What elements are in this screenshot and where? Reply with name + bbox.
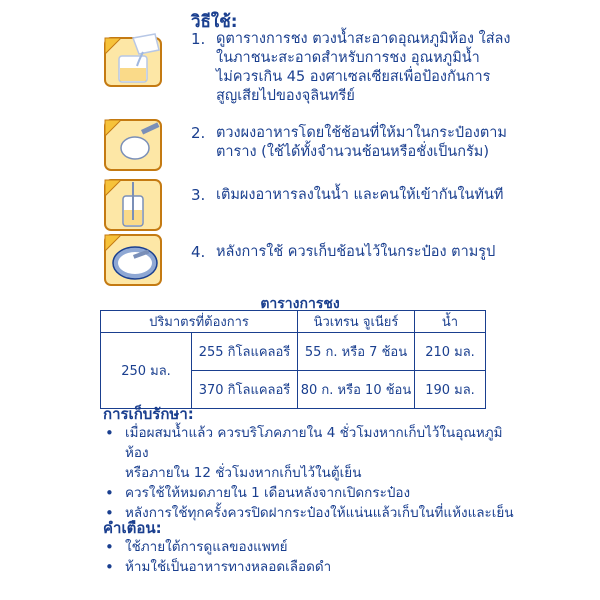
list-item [103,423,523,483]
table-header-row [101,311,486,333]
step-3-number: 3. [191,186,206,204]
table-title: ตารางการชง [260,296,340,312]
water-cell: 190 มล. [415,371,486,409]
step-2-number: 2. [191,124,206,142]
list-item: • ห้ามใช้เป็นอาหารทางหลอดเลือดดำ [103,557,523,577]
step-4-line: หลังการใช้ ควรเก็บช้อนไว้ในกระป๋อง ตามรูป [216,244,496,260]
powder-cell: 80 ก. หรือ 10 ช้อน [298,371,415,409]
list-item: • ใช้ภายใต้การดูแลของแพทย์ [103,537,523,557]
powder-cell: 55 ก. หรือ 7 ช้อน [298,333,415,371]
step-1-line: ในภาชนะสะอาดสำหรับการชง อุณหภูมิน้ำ [216,50,480,66]
step-2-line: ตวงผงอาหารโดยใช้ช้อนที่ให้มาในกระป๋องตาม [216,125,507,141]
storage-item-line: หรือภายใน 12 ชั่วโมงหากเก็บไว้ในตู้เย็น [125,465,362,481]
storage-item-line: • ควรใช้ให้หมดภายใน 1 เดือนหลังจากเปิดกระป๋อง [125,485,411,501]
storage-item-line: • เมื่อผสมน้ำแล้ว ควรบริโภคภายใน 4 ชั่วโมงหากเก็บไว้ในอุณหภูมิห้อง [125,425,503,461]
dose-table [100,310,486,409]
table-row [101,333,486,371]
step-3-line: เติมผงอาหารลงในน้ำ และคนให้เข้ากันในทันที [216,187,504,203]
header-water: น้ำ [415,311,486,333]
step-1-line: สูญเสียไปของจุลินทรีย์ [216,88,355,104]
spoon-in-can-icon [103,231,163,289]
water-cell: 210 มล. [415,333,486,371]
step-1-line: ไม่ควรเกิน 45 องศาเซลเซียสเพื่อป้องกันการ [216,69,491,85]
volume-cell: 250 มล. [101,333,192,409]
storage-title: การเก็บรักษา: [103,405,194,423]
pour-water-icon [103,32,163,90]
step-1-number: 1. [191,30,206,48]
stir-bottle-icon [103,176,163,234]
measuring-spoon-icon [103,116,163,174]
step-4-number: 4. [191,243,206,261]
energy-cell: 370 กิโลแคลอรี [192,371,298,409]
step-2-line: ตาราง (ใช้ได้ทั้งจำนวนช้อนหรือชั่งเป็นกรัม) [216,144,490,160]
usage-title: วิธีใช้: [191,12,238,32]
list-item [103,483,523,503]
warning-list [103,537,523,577]
energy-cell: 255 กิโลแคลอรี [192,333,298,371]
list-item [103,503,523,523]
warning-title: คำเตือน: [103,519,162,537]
step-1-line: ดูตารางการชง ตวงน้ำสะอาดอุณหภูมิห้อง ใส่ลง [216,31,511,47]
storage-item-line: • หลังการใช้ทุกครั้งควรปิดฝากระป๋องให้แน่นแล้วเก็บในที่แห้งและเย็น [125,505,514,521]
storage-list [103,423,523,523]
header-powder: นิวเทรน จูเนียร์ [298,311,415,333]
header-amount: ปริมาตรที่ต้องการ [101,311,298,333]
